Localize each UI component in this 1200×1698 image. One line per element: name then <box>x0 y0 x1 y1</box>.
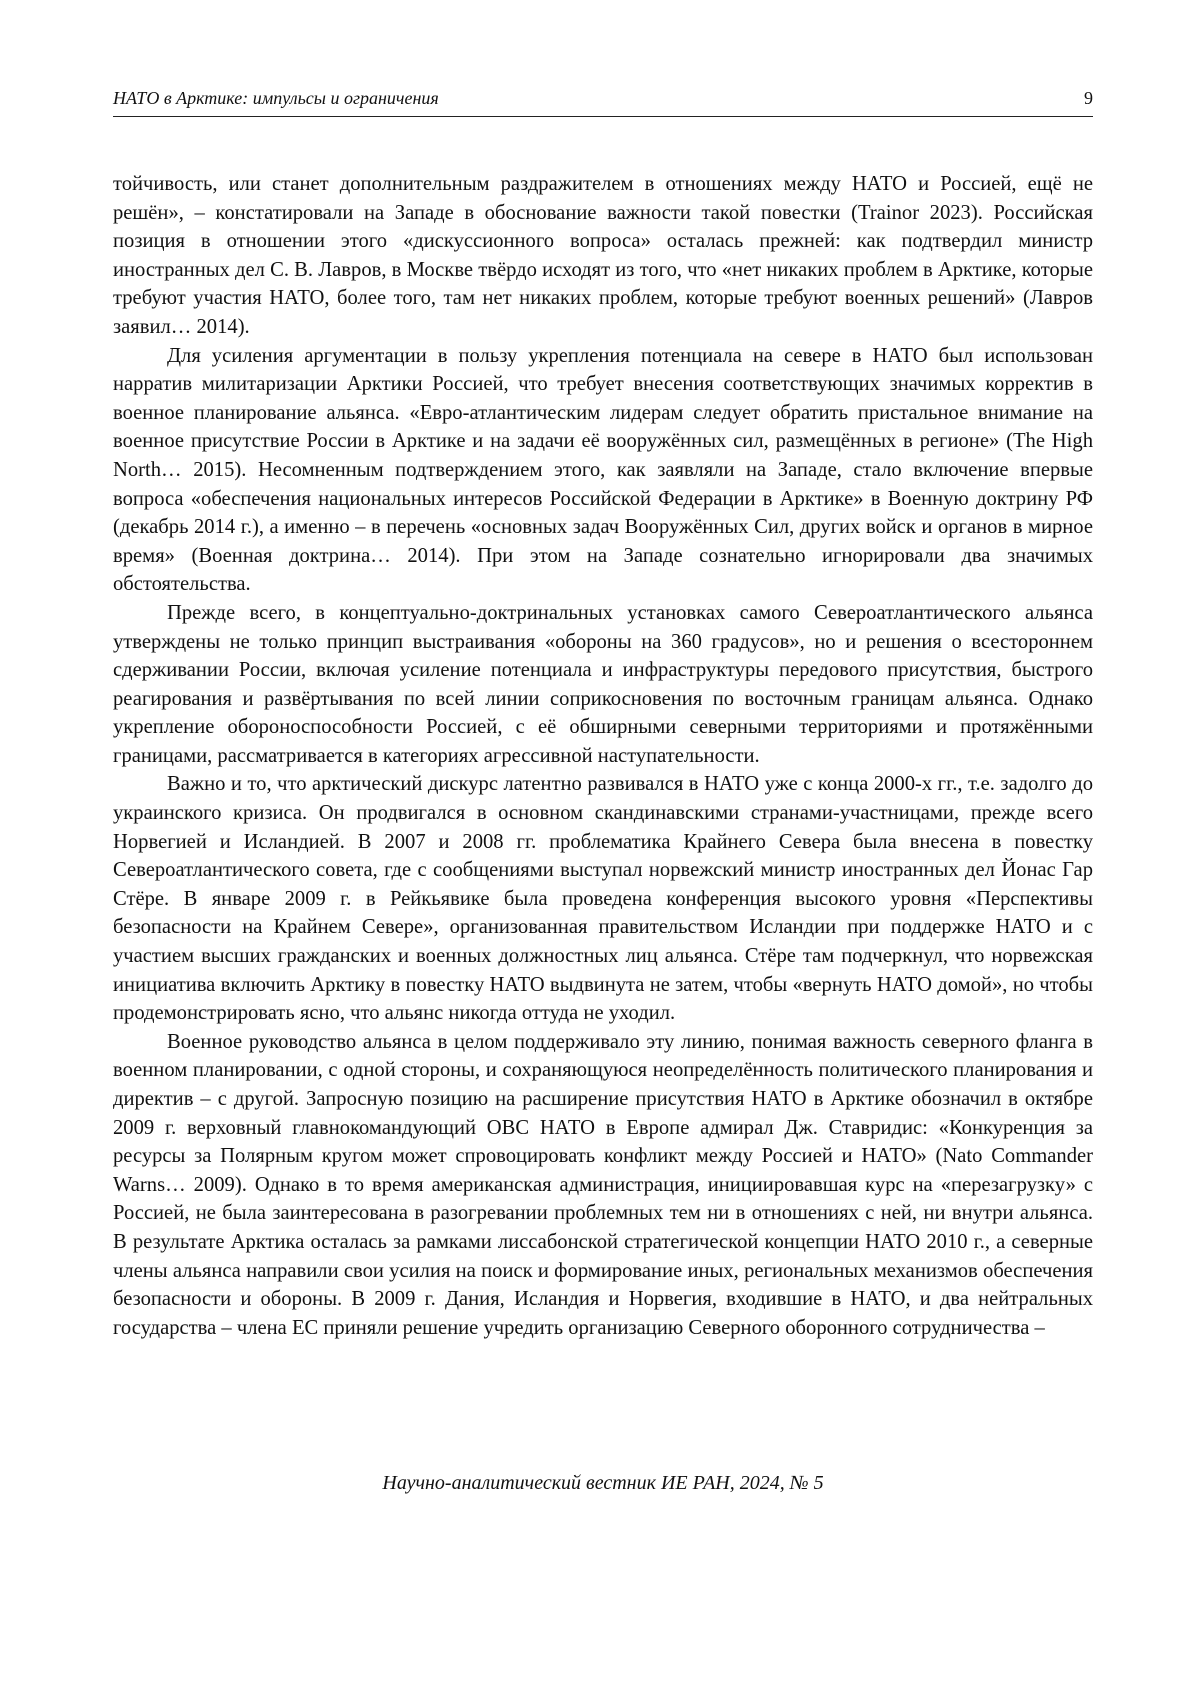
page-header <box>113 86 1093 117</box>
article-body <box>113 170 1093 1342</box>
running-title: НАТО в Арктике: импульсы и ограничения <box>113 88 439 108</box>
paragraph: Военное руководство альянса в целом поддерживало эту линию, понимая важность северного фланга в военном планировании, с одной стороны, и сохраняющуюся неопределённость политического планирования и директив – с другой. Запросную позицию на расширение присутствия НАТО в Арктике обозначил в октябре 2009 г. верховный главнокомандующий ОВС НАТО в Европе адмирал Дж. Ставридис: «Конкуренция за ресурсы за Полярным кругом может спровоцировать конфликт между Россией и НАТО» (Nato Commander Warns… 2009). Однако в то время американская администрация, инициировавшая курс на «перезагрузку» с Россией, не была заинтересована в разогревании проблемных тем ни в отношениях с ней, ни внутри альянса. В результате Арктика осталась за рамками лиссабонской стратегической концепции НАТО 2010 г., а северные члены альянса направили свои усилия на поиск и формирование иных, региональных механизмов обеспечения безопасности и обороны. В 2009 г. Дания, Исландия и Норвегия, входившие в НАТО, и два нейтральных государства – члена ЕС приняли решение учредить организацию Северного оборонного сотрудничества – <box>113 1030 1093 1339</box>
paragraph: Для усиления аргументации в пользу укрепления потенциала на севере в НАТО был использован нарратив милитаризации Арктики Россией, что требует внесения соответствующих значимых корректив в военное планирование альянса. «Евро-атлантическим лидерам следует обратить пристальное внимание на военное присутствие России в Арктике и на задачи её вооружённых сил, размещённых в регионе» (The High North… 2015). Несомненным подтверждением этого, как заявляли на Западе, стало включение впервые вопроса «обеспечения национальных интересов Российской Федерации в Арктике» в Военную доктрину РФ (декабрь 2014 г.), а именно – в перечень «основных задач Вооружённых Сил, других войск и органов в мирное время» (Военная доктрина… 2014). При этом на Западе сознательно игнорировали два значимых обстоятельства. <box>113 344 1093 596</box>
paragraph: Важно и то, что арктический дискурс латентно развивался в НАТО уже с конца 2000-х гг., т.е. задолго до украинского кризиса. Он продвигался в основном скандинавскими странами-участницами, прежде всего Норвегией и Исландией. В 2007 и 2008 гг. проблематика Крайнего Севера была внесена в повестку Североатлантического совета, где с сообщениями выступал норвежский министр иностранных дел Йонас Гар Стёре. В январе 2009 г. в Рейкьявике была проведена конференция высокого уровня «Перспективы безопасности на Крайнем Севере», организованная правительством Исландии при поддержке НАТО и с участием высших гражданских и военных должностных лиц альянса. Стёре там подчеркнул, что норвежская инициатива включить Арктику в повестку НАТО выдвинута не затем, чтобы «вернуть НАТО домой», но чтобы продемонстрировать ясно, что альянс никогда оттуда не уходил. <box>113 773 1093 1025</box>
paragraph: Прежде всего, в концептуально-доктринальных установках самого Североатлантического альянса утверждены не только принцип выстраивания «обороны на 360 градусов», но и решения о всестороннем сдерживании России, включая усиление потенциала и инфраструктуры передового присутствия, быстрого реагирования и развёртывания по всей линии соприкосновения по восточным границам альянса. Однако укрепление обороноспособности Россией, с её обширными северными территориями и протяжёнными границами, рассматривается в категориях агрессивной наступательности. <box>113 601 1093 767</box>
paragraph-continuation: тойчивость, или станет дополнительным раздражителем в отношениях между НАТО и Россией, ещё не решён», – констатировали на Западе в обоснование важности такой повестки (Trainor 2023). Российская позиция в отношении этого «дискуссионного вопроса» осталась прежней: как подтвердил министр иностранных дел С. В. Лавров, в Москве твёрдо исходят из того, что «нет никаких проблем в Арктике, которые требуют участия НАТО, более того, там нет никаких проблем, которые требуют военных решений» (Лавров заявил… 2014). <box>113 173 1093 338</box>
journal-footer: Научно-аналитический вестник ИЕ РАН, 2024, № 5 <box>382 1472 824 1494</box>
page-number: 9 <box>1084 88 1093 108</box>
